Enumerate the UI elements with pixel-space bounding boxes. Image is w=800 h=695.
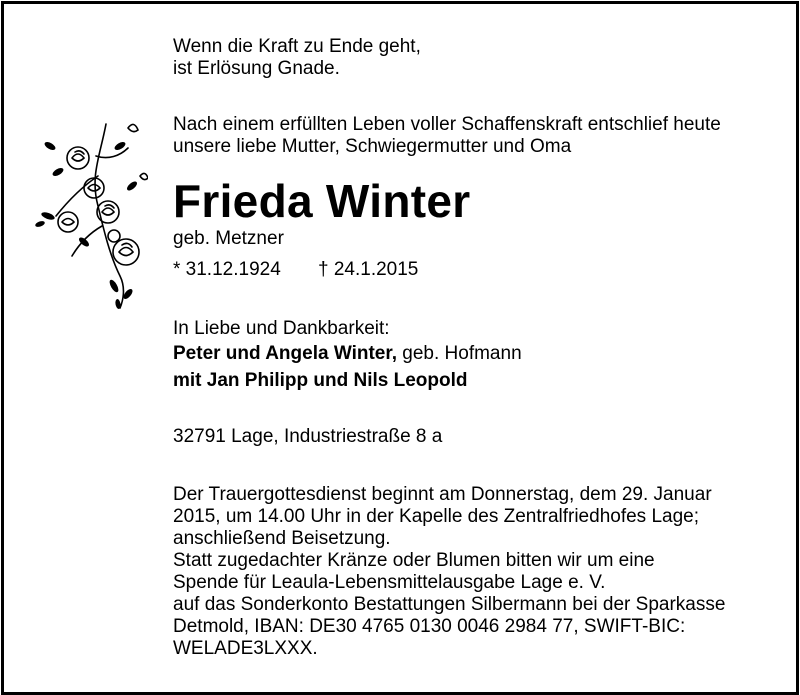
service-line-1: Der Trauergottesdienst beginnt am Donnerstag, dem 29. Januar: [173, 484, 712, 505]
service-line-7: Detmold, IBAN: DE30 4765 0130 0046 2984 77, SWIFT-BIC:: [173, 616, 686, 637]
rose-vine-icon: [28, 116, 148, 311]
obituary-card: [1, 1, 799, 695]
service-line-4: Statt zugedachter Kränze oder Blumen bitten wir um eine: [173, 550, 655, 571]
mourners-names: Peter und Angela Winter,: [173, 343, 397, 364]
service-line-3: anschließend Beisetzung.: [173, 528, 391, 549]
mourners-maiden-name: geb. Hofmann: [397, 343, 522, 364]
maiden-name: geb. Metzner: [173, 228, 284, 249]
death-date: † 24.1.2015: [318, 259, 419, 280]
service-line-6: auf das Sonderkonto Bestattungen Silbermann bei der Sparkasse: [173, 594, 726, 615]
intro-line-1: Nach einem erfüllten Leben voller Schaffenskraft entschlief heute: [173, 114, 721, 135]
motto-line-1: Wenn die Kraft zu Ende geht,: [173, 36, 421, 57]
birth-date: * 31.12.1924: [173, 259, 281, 280]
mourners-intro: In Liebe und Dankbarkeit:: [173, 318, 390, 339]
mourners-line-2: mit Jan Philipp und Nils Leopold: [173, 370, 468, 391]
service-line-5: Spende für Leaula-Lebensmittelausgabe Lage e. V.: [173, 572, 606, 593]
service-line-8: WELADE3LXXX.: [173, 638, 318, 659]
service-line-2: 2015, um 14.00 Uhr in der Kapelle des Zentralfriedhofes Lage;: [173, 506, 699, 527]
address: 32791 Lage, Industriestraße 8 a: [173, 426, 443, 447]
deceased-name: Frieda Winter: [173, 175, 471, 227]
motto-line-2: ist Erlösung Gnade.: [173, 58, 340, 79]
intro-line-2: unsere liebe Mutter, Schwiegermutter und Oma: [173, 136, 572, 157]
mourners-line-1: [173, 343, 522, 365]
